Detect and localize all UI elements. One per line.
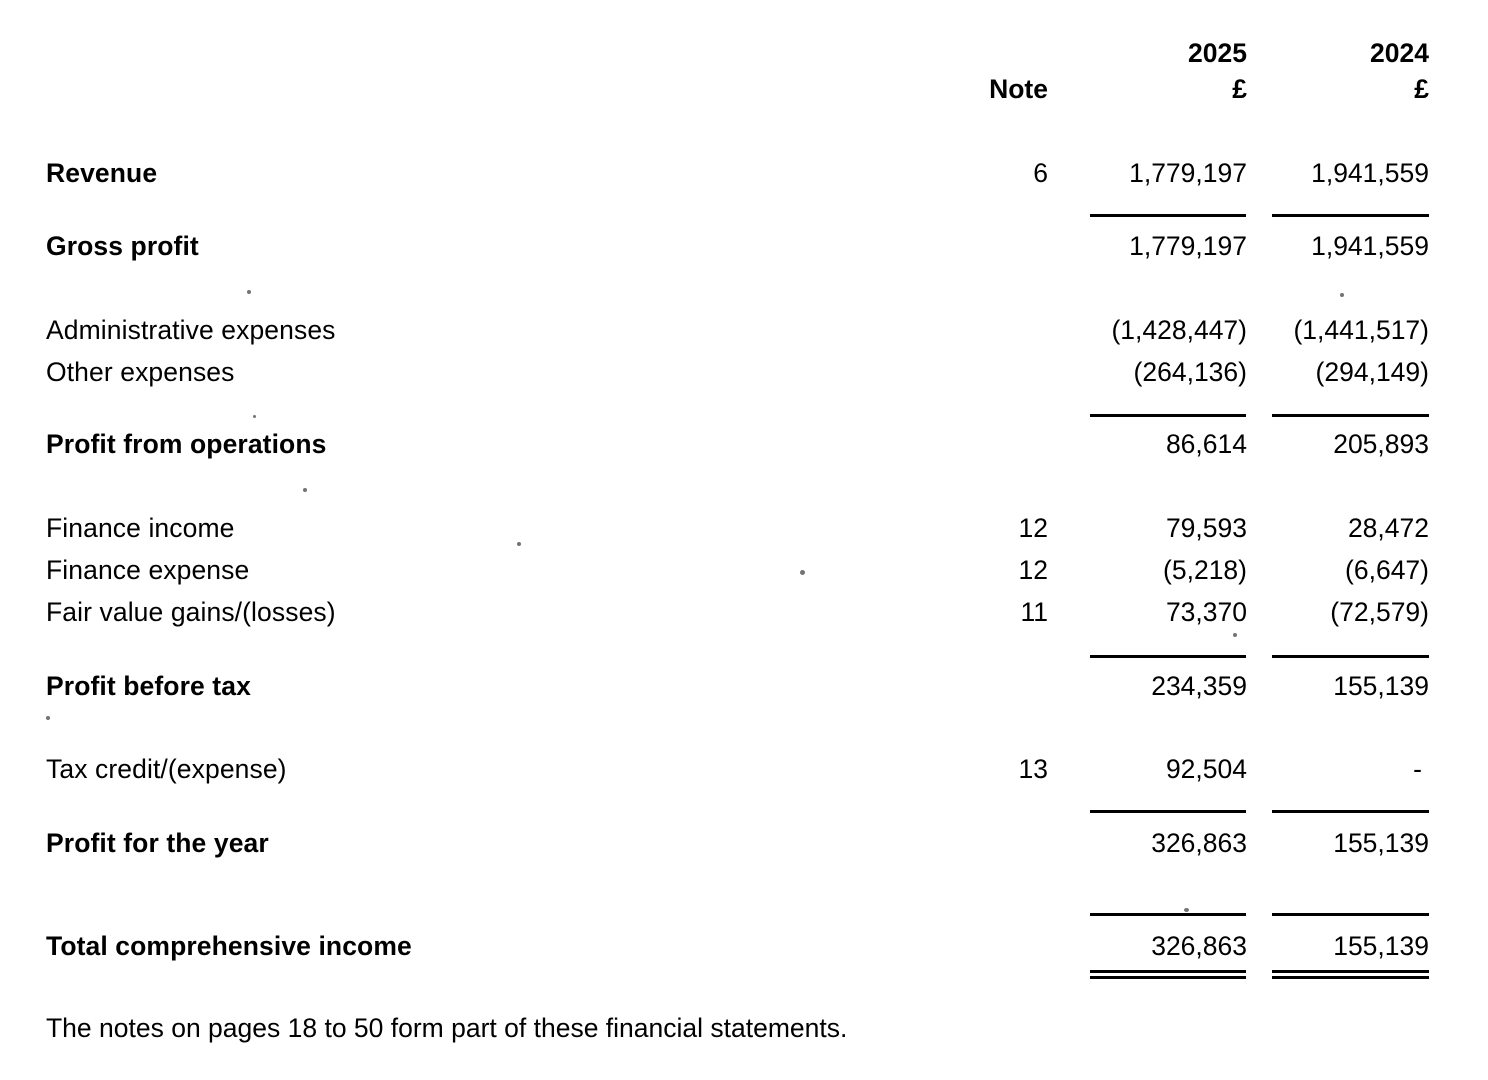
row-value-2025: 86,614 [1165, 429, 1247, 459]
subtotal-rule-2024 [1272, 414, 1429, 417]
row-value-2024: (294,149) [1315, 357, 1429, 387]
row-value-2025: 326,863 [1151, 828, 1247, 858]
row-value-2025: 234,359 [1151, 671, 1247, 701]
row-value-2025: 92,504 [1165, 754, 1247, 784]
row-label: Administrative expenses [46, 315, 336, 345]
row-label: Fair value gains/(losses) [46, 597, 336, 627]
scan-speck [1340, 293, 1344, 297]
row-value-2025: 1,779,197 [1129, 231, 1247, 261]
row-note: 12 [1018, 513, 1048, 543]
scan-speck [303, 488, 307, 492]
grand-total-double-rule-2024 [1272, 970, 1429, 979]
row-value-2025: 79,593 [1165, 513, 1247, 543]
row-note: 6 [1033, 158, 1048, 188]
row-label: Profit for the year [46, 828, 269, 858]
row-value-2025: 326,863 [1151, 931, 1247, 961]
scan-speck [800, 570, 805, 575]
row-value-2025: 73,370 [1165, 597, 1247, 627]
row-value-2025: (1,428,447) [1111, 315, 1247, 345]
row-label: Total comprehensive income [46, 931, 412, 961]
subtotal-rule-2025 [1090, 214, 1246, 217]
row-label: Finance income [46, 513, 235, 543]
grand-total-double-rule-2025 [1090, 970, 1246, 979]
row-value-2025: (5,218) [1163, 555, 1247, 585]
row-value-2025: 1,779,197 [1129, 158, 1247, 188]
row-value-2024: (1,441,517) [1293, 315, 1429, 345]
row-value-2024: 1,941,559 [1311, 231, 1429, 261]
row-value-2024: 1,941,559 [1311, 158, 1429, 188]
scan-speck [46, 716, 50, 720]
scan-speck [1233, 633, 1237, 637]
total-rule-2025 [1090, 913, 1246, 916]
column-header-2024-currency: £ [1414, 74, 1429, 104]
footnote-text: The notes on pages 18 to 50 form part of these financial statements. [46, 1013, 848, 1043]
scan-speck [1184, 908, 1189, 912]
subtotal-rule-2024 [1272, 655, 1429, 658]
row-label: Profit before tax [46, 671, 251, 701]
column-header-2025: 2025 [1188, 38, 1247, 68]
row-label: Profit from operations [46, 429, 327, 459]
total-rule-2024 [1272, 913, 1429, 916]
row-label: Gross profit [46, 231, 199, 261]
subtotal-rule-2025 [1090, 810, 1246, 813]
row-value-2024: 28,472 [1347, 513, 1429, 543]
subtotal-rule-2024 [1272, 810, 1429, 813]
row-label: Other expenses [46, 357, 235, 387]
row-note: 11 [1020, 597, 1048, 627]
row-value-2024: 155,139 [1333, 931, 1429, 961]
row-value-2024: 155,139 [1333, 828, 1429, 858]
row-note: 13 [1018, 754, 1048, 784]
column-header-note: Note [989, 74, 1048, 104]
row-value-2025: (264,136) [1133, 357, 1247, 387]
row-label: Tax credit/(expense) [46, 754, 287, 784]
row-value-2024: (6,647) [1345, 555, 1429, 585]
row-value-2024: - [1413, 754, 1422, 784]
scan-speck [517, 542, 521, 546]
subtotal-rule-2025 [1090, 414, 1246, 417]
row-label: Revenue [46, 158, 158, 188]
scan-speck [253, 415, 256, 418]
row-value-2024: (72,579) [1330, 597, 1429, 627]
row-note: 12 [1018, 555, 1048, 585]
subtotal-rule-2025 [1090, 655, 1246, 658]
row-value-2024: 155,139 [1333, 671, 1429, 701]
column-header-2025-currency: £ [1232, 74, 1247, 104]
subtotal-rule-2024 [1272, 214, 1429, 217]
column-header-2024: 2024 [1370, 38, 1429, 68]
scan-speck [247, 290, 251, 294]
row-value-2024: 205,893 [1333, 429, 1429, 459]
row-label: Finance expense [46, 555, 250, 585]
